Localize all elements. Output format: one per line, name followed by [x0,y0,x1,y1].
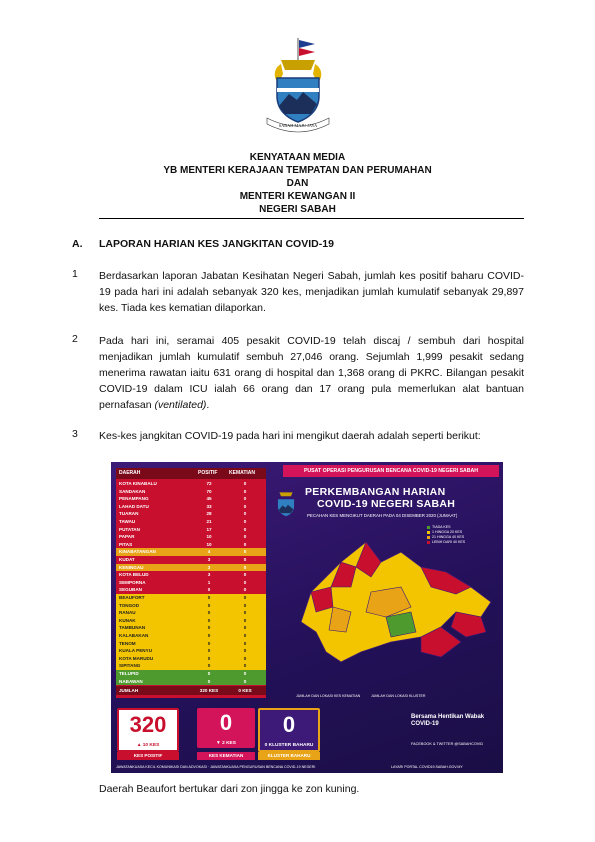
district-deaths: 0 [243,633,247,638]
section-title: LAPORAN HARIAN KES JANGKITAN COVID-19 [99,238,334,250]
district-deaths: 0 [243,579,247,585]
total-label: JUMLAH [119,688,139,693]
district-positive: 0 [207,648,211,654]
district-name: TENOM [119,640,136,646]
district-deaths: 0 [243,481,247,486]
paragraph-3: Kes-kes jangkitan COVID-19 pada hari ini mengikut daerah adalah seperti berikut: [99,430,481,442]
district-name: SANDAKAN [119,488,146,494]
district-positive: 0 [207,671,211,676]
district-name: PITAS [119,541,133,547]
district-positive: 33 [206,503,212,509]
district-positive: 0 [207,640,211,646]
positive-label: KES POSITIF [117,752,179,760]
district-positive: 0 [207,663,211,669]
legend-item: 21 HINGGA 40 KES [427,535,465,540]
total-positive: 320 KES [199,688,219,693]
table-total-row [116,686,266,695]
paragraph-1: Berdasarkan laporan Jabatan Kesihatan Negeri Sabah, jumlah kes positif baharu COVID-19 pada hari ini adalah sebanyak 320 kes, menjadikan jumlah kumulatif sebanyak 29,897 kes. Tiada kes kematian dilaporkan. [99,270,524,314]
district-deaths: 0 [243,655,247,661]
district-row [116,586,266,594]
clusters-delta: 0 KLUSTER BAHARU [264,743,314,748]
closing-note: Daerah Beaufort bertukar dari zon jingga ke zon kuning. [99,783,360,795]
district-positive: 0 [207,633,211,638]
district-deaths: 0 [243,564,247,570]
district-deaths: 0 [243,640,247,646]
district-name: TONGOD [119,602,140,608]
paragraph-2: Pada hari ini, seramai 405 pesakit COVID-19 telah discaj / sembuh dari hospital menjadikan jumlah kumulatif sembuh 27,046 orang. Sejumlah 1,999 pesakit sedang menerima rawatan iaitu 631 orang di hospital dan 1,368 orang di PKRC. Bilangan pesakit COVID-19 dalam ICU ialah 66 orang dan 17 orang pula memerlukan alat bantuan pernafasan (ventilated). [99,335,524,411]
deaths-label: KES KEMATIAN [197,752,255,760]
footer-committee: JAWATANKUASA KECIL KOMUNIKASI DAN ADVOKASI · JAWATANKUASA PENGURUSAN BENCANA COVID-19 NEGERI [116,765,316,769]
district-deaths: 0 [243,519,247,524]
infographic-banner: PUSAT OPERASI PENGURUSAN BENCANA COVID-19 NEGERI SABAH [283,465,499,477]
district-deaths: 0 [243,541,247,547]
clusters-count: 0 [282,712,296,737]
district-row [116,533,266,541]
district-name: SIPITANG [119,663,141,669]
district-positive: 0 [207,595,211,600]
district-deaths: 0 [243,526,247,532]
deaths-delta: ▼ 2 KES [216,741,236,746]
district-name: PENAMPANG [119,496,149,502]
district-name: KUDAT [119,557,135,562]
district-name: KENINGAU [119,564,144,570]
clusters-label: KLUSTER BAHARU [258,752,320,760]
district-positive: 3 [207,564,211,570]
district-positive: 17 [206,526,212,532]
header-divider [99,218,524,219]
covid-infographic [111,462,503,773]
header-line-4: MENTERI KEWANGAN II [239,191,356,202]
table-header-deaths: KEMATIAN [229,470,256,476]
sabah-crest-logo [259,36,337,134]
district-row [116,662,266,670]
social-handle: FACEBOOK & TWITTER @SABAHCOVID [411,742,484,746]
map-note-deaths: JUMLAH DAN LOKASI KES KEMATIAN [296,694,361,698]
district-name: TUARAN [119,511,139,517]
legend-item: TIADA KES [427,525,465,530]
clusters-box [258,708,320,752]
district-name: KOTA MARUDU [119,655,154,661]
district-positive: 10 [206,534,212,540]
district-positive: 0 [207,678,211,684]
infographic-title-2: COVID-19 NEGERI SABAH [317,498,456,510]
district-row [116,548,266,556]
paragraph-number-2: 2 [72,333,78,345]
district-row [116,670,266,678]
legend-item: LEBIH DARI 40 KES [427,540,465,545]
slogan: Bersama Hentikan Wabak COVID-19 [411,714,485,727]
crest-motto: SABAH MAJU JAYA [278,123,318,128]
district-deaths: 0 [243,663,247,669]
deaths-count: 0 [219,710,233,735]
district-name: TAWAU [119,519,136,524]
district-name: SEGUBAN [119,587,142,593]
district-name: LAHAD DATU [119,503,149,509]
table-header-district: DAERAH [119,470,141,476]
district-positive: 3 [207,557,211,562]
district-deaths: 0 [243,625,247,631]
district-row [116,602,266,610]
table-header-positive: POSITIF [198,470,218,476]
district-deaths: 0 [243,617,247,623]
positive-cases-box [117,708,179,752]
district-name: SEMPORNA [119,579,146,585]
district-deaths: 0 [243,648,247,654]
district-positive: 0 [207,655,211,661]
district-table [116,468,266,698]
district-deaths: 0 [243,557,247,562]
district-row [116,488,266,496]
district-row [116,624,266,632]
district-row [116,640,266,648]
district-positive: 0 [207,602,211,608]
district-name: KOTA BELUD [119,572,149,578]
district-row [116,617,266,625]
district-row [116,594,266,602]
district-deaths: 0 [243,549,247,555]
district-positive: 0 [207,587,211,593]
section-letter: A. [72,238,83,250]
district-row [116,632,266,640]
district-name: KUALA PENYU [119,648,153,654]
district-name: PAPAR [119,534,135,540]
district-name: NABAWAN [119,678,143,684]
legend-item: 1 HINGGA 20 KES [427,530,465,535]
district-deaths: 0 [243,503,247,509]
positive-delta: ▲ 10 KES [136,743,160,748]
map-note-clusters: JUMLAH DAN LOKASI KLUSTER [371,694,426,698]
district-deaths: 0 [243,511,247,517]
district-positive: 1 [207,579,211,585]
header-line-1: KENYATAAN MEDIA [249,152,346,163]
district-positive: 70 [206,488,212,494]
district-positive: 28 [206,511,212,517]
district-row [116,510,266,518]
district-positive: 45 [206,496,212,502]
district-positive: 0 [207,617,211,623]
district-name: BEAUFORT [119,595,145,600]
district-deaths: 0 [243,496,247,502]
district-name: TELUPID [119,671,139,676]
district-deaths: 0 [243,587,247,593]
district-row [116,655,266,663]
district-deaths: 0 [243,534,247,540]
footer-portal: LAYARI PORTAL COVID19.SABAH.GOV.MY [391,765,463,769]
sabah-district-map [271,532,499,682]
positive-count: 320 [129,712,167,737]
district-name: KOTA KINABALU [119,481,157,486]
district-row [116,503,266,511]
total-deaths: 0 KES [238,688,252,693]
district-positive: 21 [206,519,212,524]
district-positive: 0 [207,625,211,631]
district-deaths: 0 [243,595,247,600]
deaths-box [197,708,255,748]
district-row [116,556,266,564]
district-deaths: 0 [243,572,247,578]
district-deaths: 0 [243,678,247,684]
district-name: TAMBUNAN [119,625,146,631]
paragraph-number-3: 3 [72,428,78,440]
header-line-5: NEGERI SABAH [259,204,336,215]
infographic-title-1: PERKEMBANGAN HARIAN [305,486,446,498]
district-row [116,495,266,503]
district-name: KALABAKAN [119,633,149,638]
district-deaths: 0 [243,602,247,608]
header-line-3: DAN [286,178,309,189]
district-row [116,579,266,587]
district-positive: 10 [206,541,212,547]
district-name: KINABATANGAN [119,549,156,555]
district-row [116,541,266,549]
district-row [116,526,266,534]
district-row [116,480,266,488]
district-row [116,571,266,579]
district-positive: 0 [207,610,211,616]
infographic-crest-icon [271,482,301,522]
infographic-subtitle: PECAHAN KES MENGIKUT DAERAH PADA 04 DISEMBER 2020 (JUMAAT) [307,513,458,518]
header-line-2: YB MENTERI KERAJAAN TEMPATAN DAN PERUMAHAN [163,165,432,176]
district-positive: 72 [206,481,212,486]
district-name: PUTATAN [119,526,140,532]
district-row [116,609,266,617]
district-row [116,518,266,526]
district-name: KUNAK [119,617,136,623]
district-row [116,564,266,572]
district-row [116,647,266,655]
district-positive: 4 [207,549,211,555]
district-deaths: 0 [243,488,247,494]
district-row [116,678,266,686]
district-name: RANAU [119,610,136,616]
district-deaths: 0 [243,610,247,616]
paragraph-number-1: 1 [72,268,78,280]
district-deaths: 0 [243,671,247,676]
district-positive: 3 [207,572,211,578]
